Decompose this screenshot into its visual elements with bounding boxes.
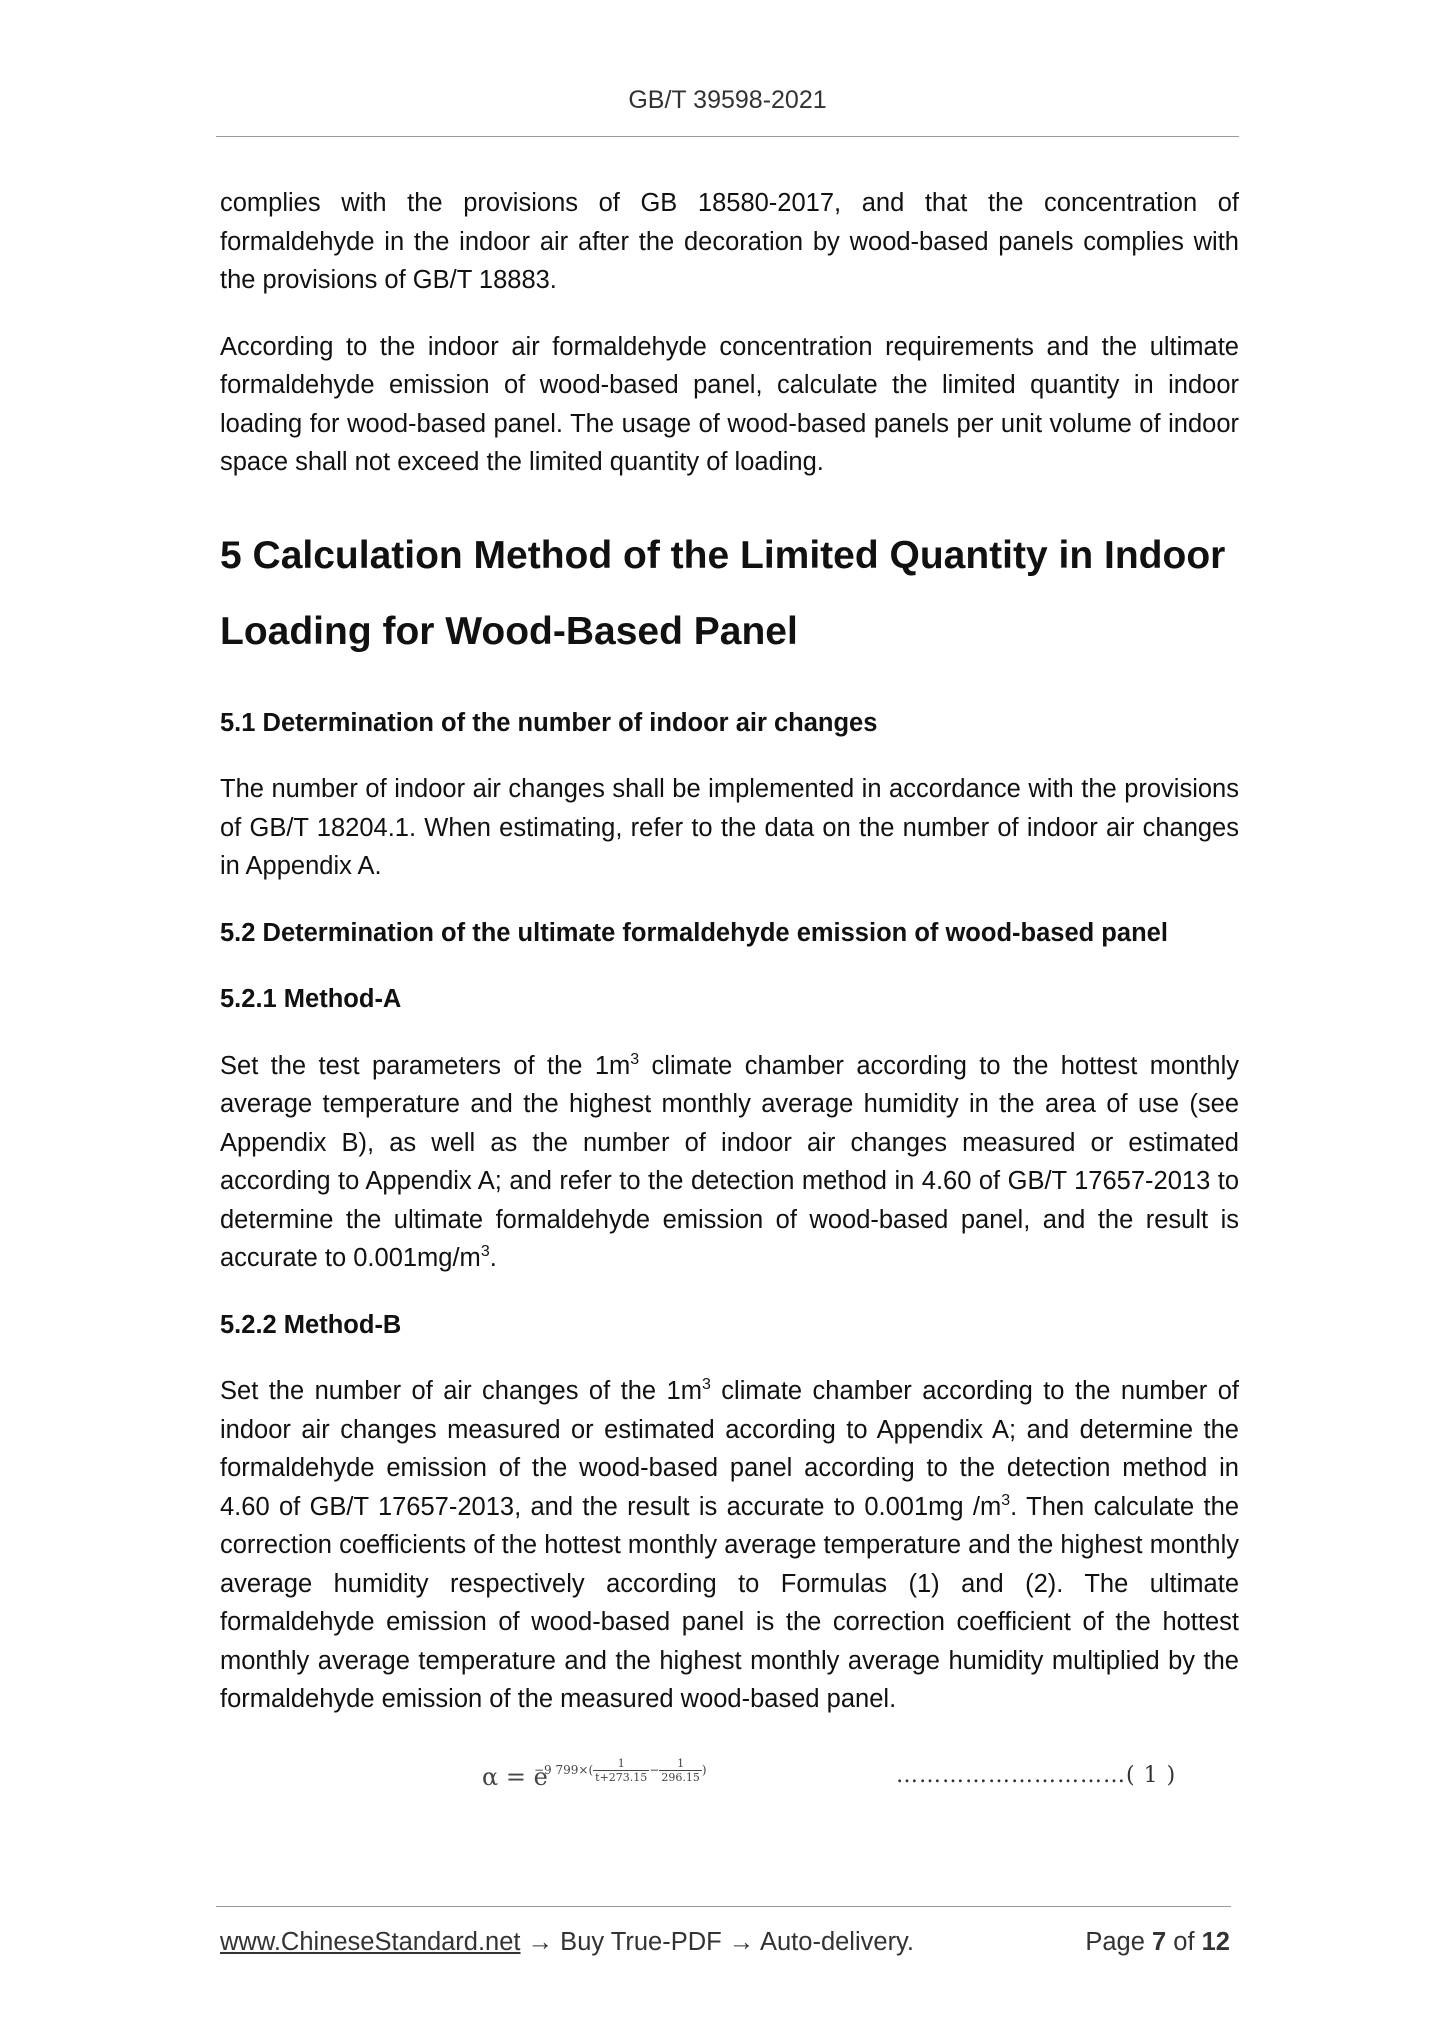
header-divider	[216, 136, 1239, 137]
page-footer	[220, 1928, 1230, 1957]
page-header: GB/T 39598-2021	[628, 86, 827, 114]
section-5-1-text: The number of indoor air changes shall be implemented in accordance with the provisions of GB/T 18204.1. When estimating, refer to the data on the number of indoor air changes in Appendix A.	[220, 775, 1239, 880]
section-5-heading: 5 Calculation Method of the Limited Quantity in Indoor Loading for Wood-Based Panel	[220, 533, 1226, 653]
section-5-2-1-heading: 5.2.1 Method-A	[220, 985, 402, 1013]
formula-1-number: …………………………( 1 )	[896, 1762, 1177, 1788]
document-body	[220, 184, 1239, 1809]
section-5-1-heading: 5.1 Determination of the number of indoor air changes	[220, 708, 878, 737]
section-5-2-1-text: Set the test parameters of the $1m^3$ climate chamber according to the hottest monthly average temperature and the highest monthly average humidity in the area of use (see Appendix B), as well as the number of indoor air changes measured or estimated according to Appendix A; and refer to the detection method in 4.60 of GB/T 17657-2013 to determine the ultimate formaldehyde emission of wood-based panel, and the result is accurate to $0.001mg/m^3$.	[220, 1050, 1239, 1272]
footer-divider	[216, 1906, 1231, 1907]
section-5-2-heading: 5.2 Determination of the ultimate formaldehyde emission of wood-based panel	[220, 918, 1168, 947]
site-link[interactable]: www.ChineseStandard.net	[220, 1928, 521, 1956]
page-number: Page 7 of 12	[1085, 1928, 1230, 1956]
formula-1-exponent: −9 799×( $\frac{1}{t+273.15}$ − $\frac{1}{296.15}$ )	[534, 1756, 707, 1784]
promo-text: → Buy True-PDF → Auto-delivery.	[520, 1928, 914, 1956]
paragraph-loading-requirement: According to the indoor air formaldehyde concentration requirements and the ultimate formaldehyde emission of wood-based panel, calculate the limited quantity in indoor loading for wood-based panel. The usage of wood-based panels per unit volume of indoor space shall not exceed the limited quantity of loading.	[220, 332, 1239, 476]
formula-1-expression: α = e −9 799×( $\frac{1}{t+273.15}$ − $\frac{1}{296.15}$ )	[482, 1756, 707, 1791]
formula-1	[220, 1749, 1239, 1809]
section-5-2-2-text: Set the number of air changes of the $1m^3$ climate chamber according to the number of indoor air changes measured or estimated according to Appendix A; and determine the formaldehyde emission of the wood-based panel according to the detection method in 4.60 of GB/T 17657-2013, and the result is accurate to 0.001mg $/m^3$. Then calculate the correction coefficients of the hottest monthly average temperature and the highest monthly average humidity respectively according to Formulas (1) and (2). The ultimate formaldehyde emission of wood-based panel is the correction coefficient of the hottest monthly average temperature and the highest monthly average humidity multiplied by the formaldehyde emission of the measured wood-based panel.	[220, 1376, 1240, 1713]
paragraph-continuation: complies with the provisions of GB 18580-2017, and that the concentration of formaldehyde in the indoor air after the decoration by wood-based panels complies with the provisions of GB/T 18883.	[220, 189, 1239, 294]
section-5-2-2-heading: 5.2.2 Method-B	[220, 1310, 402, 1339]
